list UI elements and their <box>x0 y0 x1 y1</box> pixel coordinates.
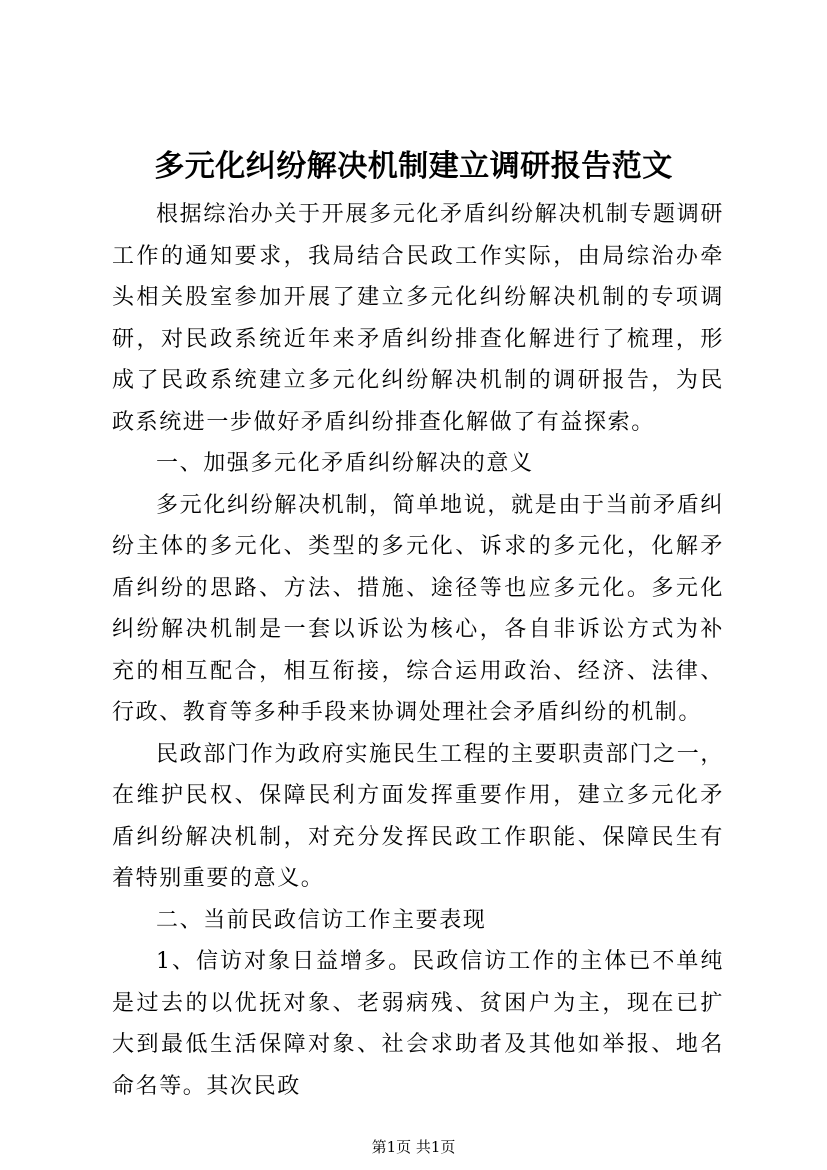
document-body <box>112 194 724 1107</box>
section-heading-2: 二、当前民政信访工作主要表现 <box>156 907 487 933</box>
paragraph-intro: 根据综治办关于开展多元化矛盾纠纷解决机制专题调研工作的通知要求，我局结合民政工作实际，由局综治办牵头相关股室参加开展了建立多元化纠纷解决机制的专项调研，对民政系统近年来矛盾纠纷排查化解进行了梳理，形成了民政系统建立多元化纠纷解决机制的调研报告，为民政系统进一步做好矛盾纠纷排查化解做了有益探索。 <box>112 202 724 435</box>
paragraph-significance: 民政部门作为政府实施民生工程的主要职责部门之一，在维护民权、保障民利方面发挥重要作用，建立多元化矛盾纠纷解决机制，对充分发挥民政工作职能、保障民生有着特别重要的意义。 <box>112 741 724 891</box>
paragraph-point-1: 1、信访对象日益增多。民政信访工作的主体已不单纯是过去的以优抚对象、老弱病残、贫困户为主，现在已扩大到最低生活保障对象、社会求助者及其他如举报、地名命名等。其次民政 <box>112 949 724 1099</box>
page-footer: 第1页 共1页 <box>371 1138 456 1156</box>
document-title: 多元化纠纷解决机制建立调研报告范文 <box>154 149 673 184</box>
paragraph-definition: 多元化纠纷解决机制，简单地说，就是由于当前矛盾纠纷主体的多元化、类型的多元化、诉求的多元化，化解矛盾纠纷的思路、方法、措施、途径等也应多元化。多元化纠纷解决机制是一套以诉讼为核心，各自非诉讼方式为补充的相互配合，相互衔接，综合运用政治、经济、法律、行政、教育等多种手段来协调处理社会矛盾纠纷的机制。 <box>112 492 724 725</box>
section-heading-1: 一、加强多元化矛盾纠纷解决的意义 <box>156 451 534 476</box>
